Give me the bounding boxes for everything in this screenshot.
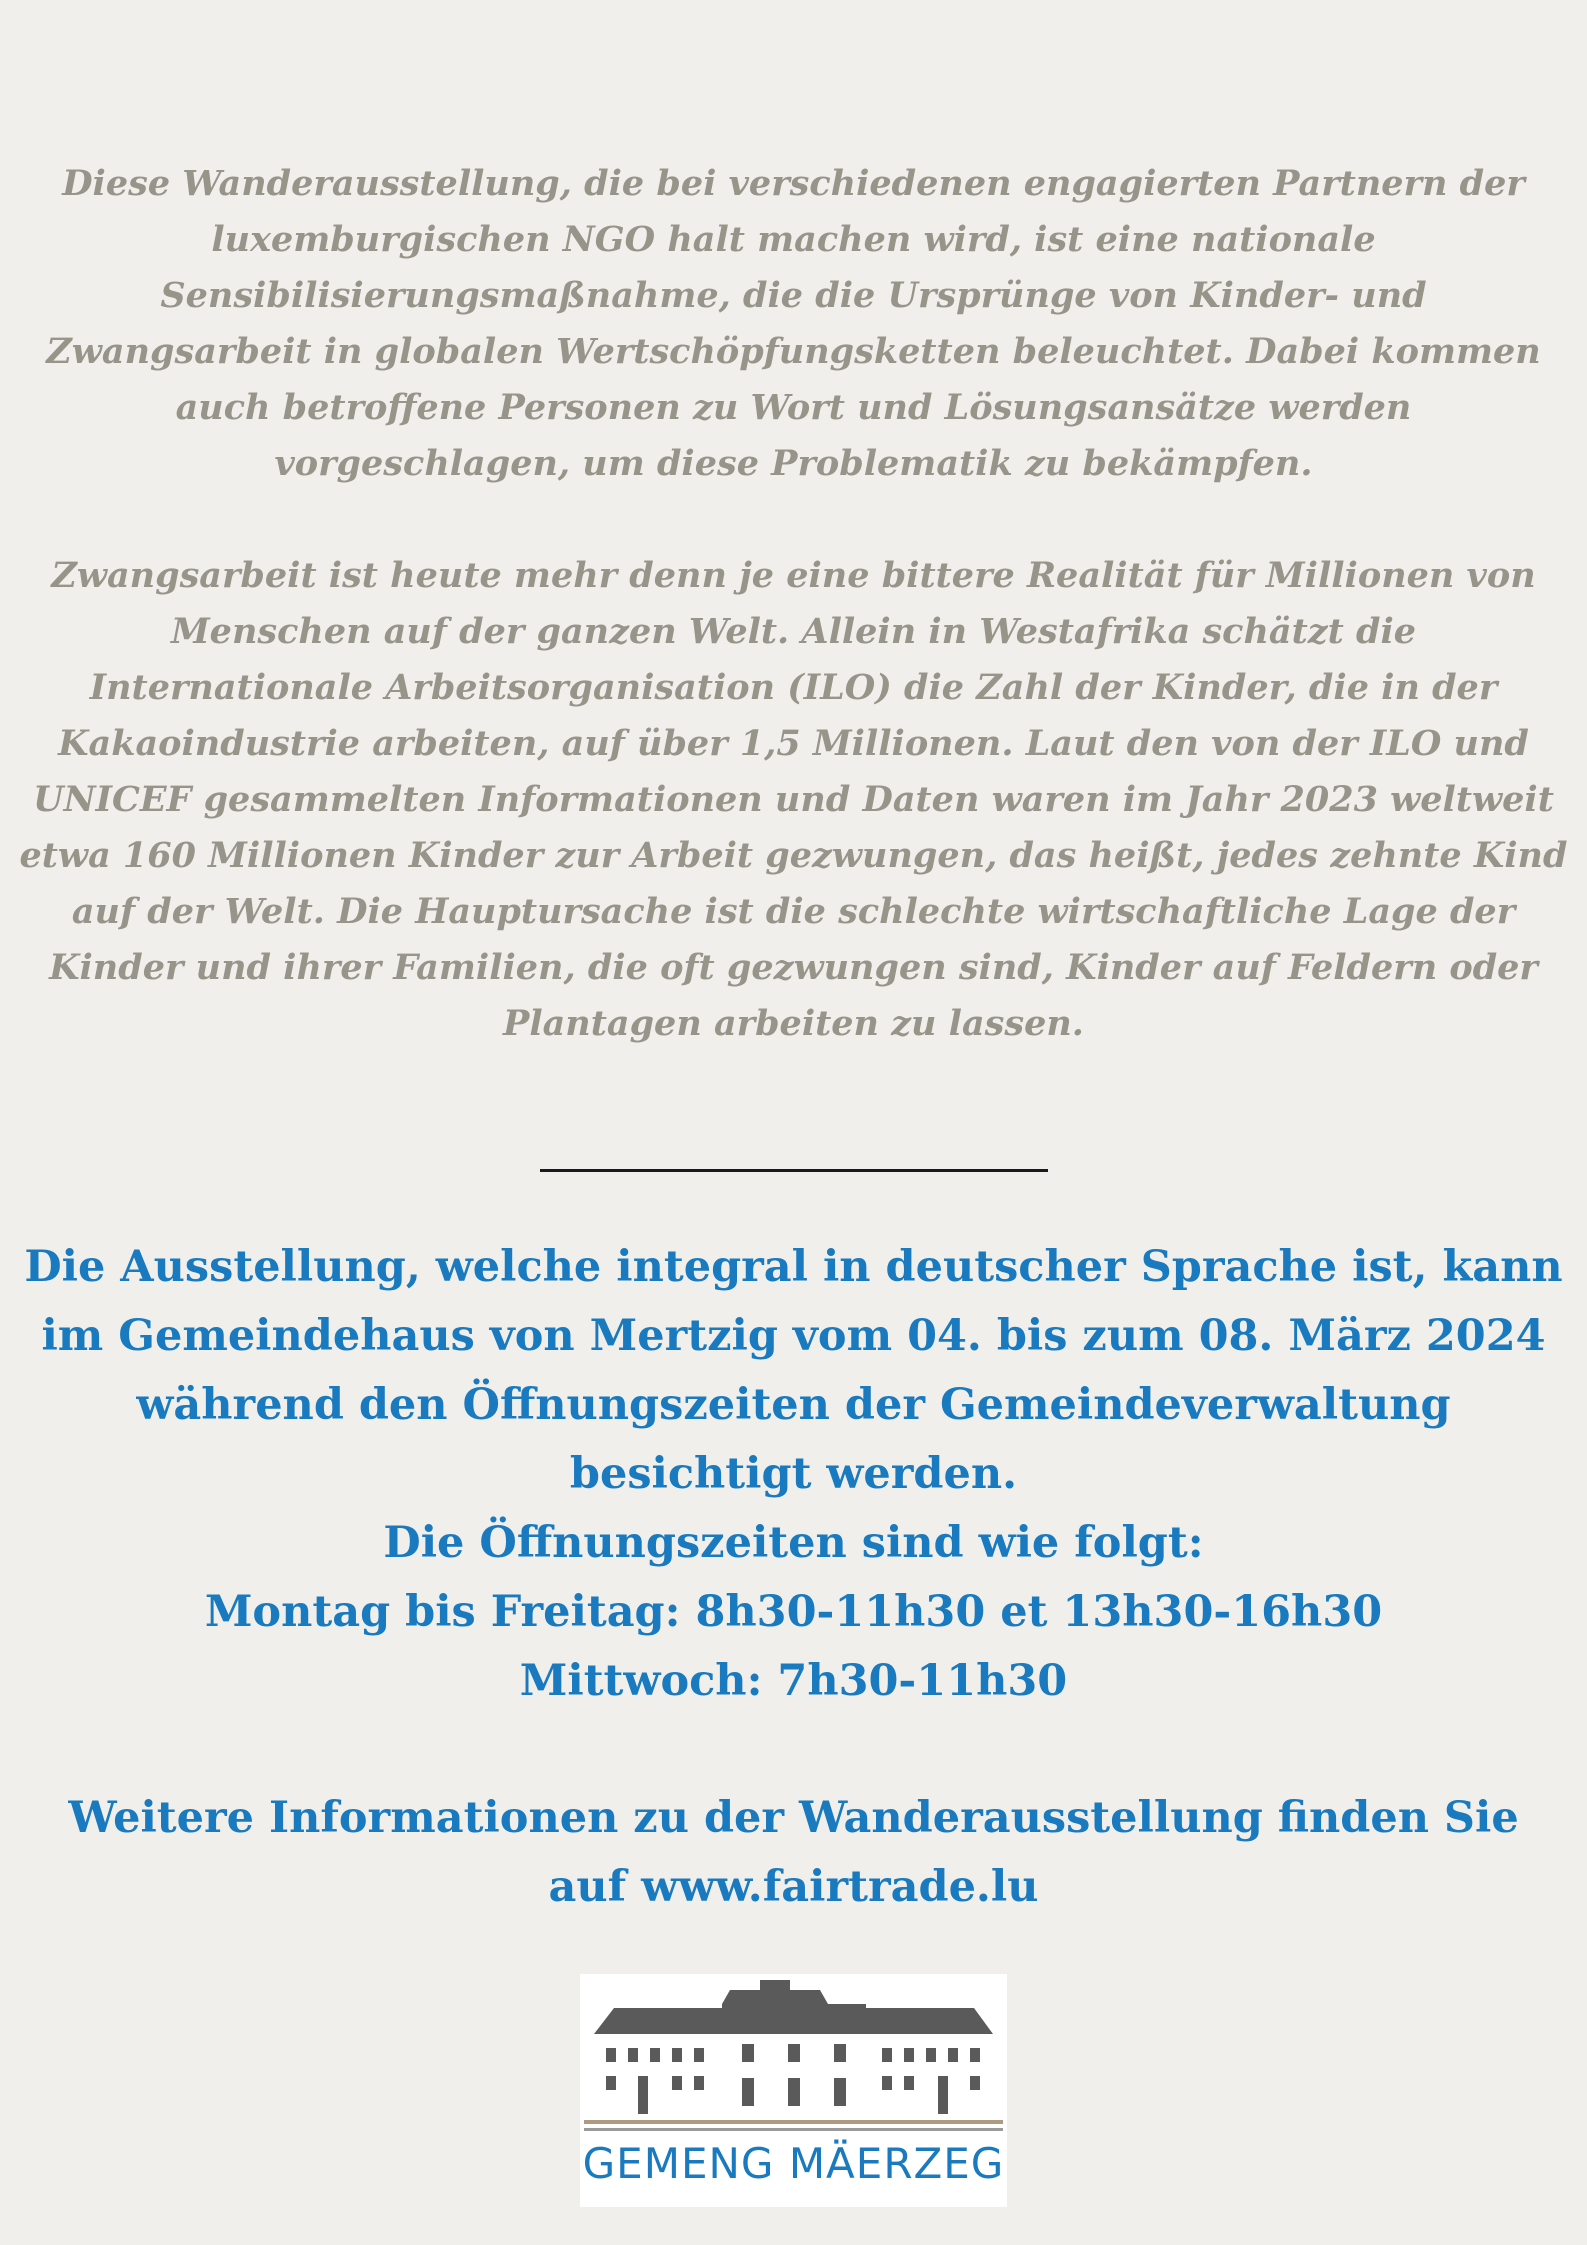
text-line: Plantagen arbeiten zu lassen. [503,1003,1084,1044]
opening-hours-wednesday: Mittwoch: 7h30-11h30 [519,1656,1068,1706]
text-line: Kinder und ihrer Familien, die oft gezwungen sind, Kinder auf Feldern oder [49,947,1538,988]
municipality-logo [580,1974,1007,2207]
text-line: vorgeschlagen, um diese Problematik zu bekämpfen. [274,443,1313,484]
text-line: etwa 160 Millionen Kinder zur Arbeit gezwungen, das heißt, jedes zehnte Kind [19,835,1568,876]
text-line: luxemburgischen NGO halt machen wird, ist eine nationale [211,219,1376,260]
website-link-line[interactable]: auf www.fairtrade.lu [548,1862,1039,1912]
text-line: während den Öffnungszeiten der Gemeindeverwaltung [136,1380,1451,1430]
intro-paragraph-2 [0,548,1587,1052]
text-line: Weitere Informationen zu der Wanderausstellung finden Sie [68,1793,1519,1843]
text-line: Die Ausstellung, welche integral in deutscher Sprache ist, kann [24,1242,1563,1292]
exhibition-info [0,1233,1587,1716]
text-line: Zwangsarbeit in globalen Wertschöpfungsketten beleuchtet. Dabei kommen [46,331,1541,372]
more-info [0,1784,1587,1922]
text-line: auf der Welt. Die Hauptursache ist die schlechte wirtschaftliche Lage der [71,891,1516,932]
text-line: Zwangsarbeit ist heute mehr denn je eine bittere Realität für Millionen von [51,555,1536,596]
section-divider [540,1169,1048,1172]
intro-paragraph-1 [0,156,1587,492]
text-line: Diese Wanderausstellung, die bei verschiedenen engagierten Partnern der [62,163,1525,204]
text-line: besichtigt werden. [569,1449,1018,1499]
opening-hours-heading: Die Öffnungszeiten sind wie folgt: [383,1518,1204,1568]
text-line: Sensibilisierungsmaßnahme, die die Ursprünge von Kinder- und [160,275,1427,316]
text-line: auch betroffene Personen zu Wort und Lösungsansätze werden [175,387,1412,428]
text-line: im Gemeindehaus von Mertzig vom 04. bis zum 08. März 2024 [41,1311,1546,1361]
text-line: Menschen auf der ganzen Welt. Allein in Westafrika schätzt die [170,611,1417,652]
text-line: Kakaoindustrie arbeiten, auf über 1,5 Millionen. Laut den von der ILO und [58,723,1529,764]
text-line: UNICEF gesammelten Informationen und Daten waren im Jahr 2023 weltweit [33,779,1554,820]
logo-text: GEMENG MÄERZEG [582,2139,1005,2188]
opening-hours-weekdays: Montag bis Freitag: 8h30-11h30 et 13h30-16h30 [204,1587,1383,1637]
text-line: Internationale Arbeitsorganisation (ILO) die Zahl der Kinder, die in der [89,667,1498,708]
